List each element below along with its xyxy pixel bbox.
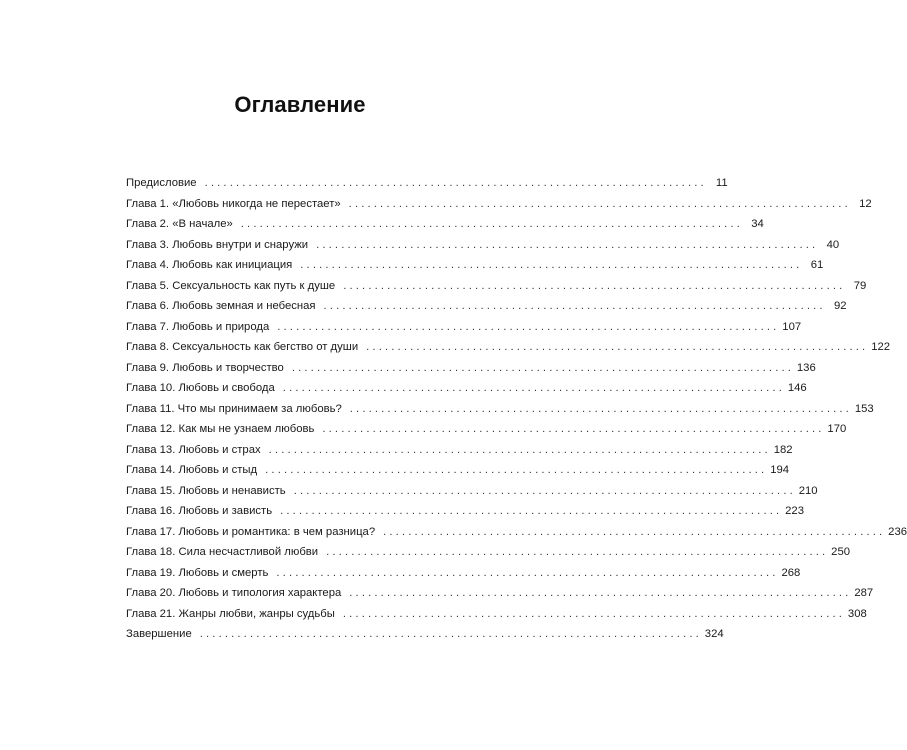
toc-entry-page: 146	[787, 382, 807, 394]
toc-entry	[126, 358, 816, 379]
toc-entry	[126, 255, 824, 276]
dot-leader: . . . . . . . . . . . . . . . . . . . . . . . . . . . . . . . . . . . . . . . . . . . . . . . . . . . . . . . . . . . . . . . . . . . . . . . . . . . . . . . .	[383, 525, 883, 538]
toc-entry-page: 250	[831, 546, 851, 558]
page-title: Оглавление	[234, 92, 366, 117]
toc-entry-page: 122	[871, 341, 891, 353]
toc-entry	[126, 317, 802, 338]
toc-entry-title: Глава 5. Сексуальность как путь к душе	[126, 279, 336, 292]
toc-entry-page: 324	[704, 628, 724, 640]
toc-entry-page: 223	[785, 505, 804, 517]
toc-entry-title: Предисловие	[126, 177, 197, 189]
toc-entry	[126, 235, 840, 256]
dot-leader: . . . . . . . . . . . . . . . . . . . . . . . . . . . . . . . . . . . . . . . . . . . . . . . . . . . . . . . . . . . . . . . . . . . . . . . . . . . . . . . .	[265, 464, 765, 476]
toc-entry	[126, 460, 790, 481]
dot-leader: . . . . . . . . . . . . . . . . . . . . . . . . . . . . . . . . . . . . . . . . . . . . . . . . . . . . . . . . . . . . . . . . . . . . . . . . . . . . . . . .	[199, 628, 699, 640]
toc-entry-title: Глава 7. Любовь и природа	[126, 320, 270, 333]
toc-entry	[126, 337, 891, 358]
toc-entry-page: 61	[810, 259, 824, 271]
toc-entry-title: Глава 9. Любовь и творчество	[126, 361, 284, 374]
toc-entry	[126, 173, 728, 194]
toc-entry-page: 194	[770, 464, 790, 476]
toc-entry-page: 268	[781, 566, 801, 579]
toc-entry-title: Глава 8. Сексуальность как бегство от души	[126, 341, 359, 353]
dot-leader: . . . . . . . . . . . . . . . . . . . . . . . . . . . . . . . . . . . . . . . . . . . . . . . . . . . . . . . . . . . . . . . . . . . . . . . . . . . . . . . .	[326, 546, 826, 558]
dot-leader: . . . . . . . . . . . . . . . . . . . . . . . . . . . . . . . . . . . . . . . . . . . . . . . . . . . . . . . . . . . . . . . . . . . . . . . . . . . . . . . .	[280, 505, 780, 517]
toc-entry	[126, 522, 907, 543]
toc-entry-title: Глава 2. «В начале»	[126, 218, 233, 230]
dot-leader: . . . . . . . . . . . . . . . . . . . . . . . . . . . . . . . . . . . . . . . . . . . . . . . . . . . . . . . . . . . . . . . . . . . . . . . . . . . . . . . .	[300, 259, 800, 271]
toc-entry-title: Глава 13. Любовь и страх	[126, 443, 261, 456]
toc-entry-title: Глава 19. Любовь и смерть	[126, 566, 269, 579]
toc-entry-title: Глава 12. Как мы не узнаем любовь	[126, 423, 315, 435]
toc-entry	[126, 563, 801, 584]
dot-leader: . . . . . . . . . . . . . . . . . . . . . . . . . . . . . . . . . . . . . . . . . . . . . . . . . . . . . . . . . . . . . . . . . . . . . . . . . . . . . . . .	[349, 402, 849, 415]
dot-leader: . . . . . . . . . . . . . . . . . . . . . . . . . . . . . . . . . . . . . . . . . . . . . . . . . . . . . . . . . . . . . . . . . . . . . . . . . . . . . . . .	[277, 320, 777, 333]
toc-entry	[126, 378, 807, 399]
toc-entry-title: Глава 20. Любовь и типология характера	[126, 587, 342, 599]
toc-entry-page: 153	[854, 402, 874, 415]
toc-entry	[126, 276, 867, 297]
dot-leader: . . . . . . . . . . . . . . . . . . . . . . . . . . . . . . . . . . . . . . . . . . . . . . . . . . . . . . . . . . . . . . . . . . . . . . . . . . . . . . . .	[291, 361, 791, 374]
toc-entry-page: 308	[847, 607, 867, 620]
dot-leader: . . . . . . . . . . . . . . . . . . . . . . . . . . . . . . . . . . . . . . . . . . . . . . . . . . . . . . . . . . . . . . . . . . . . . . . . . . . . . . . .	[343, 279, 843, 292]
table-of-contents	[126, 173, 907, 645]
toc-entry-title: Глава 6. Любовь земная и небесная	[126, 300, 316, 312]
toc-entry-title: Глава 21. Жанры любви, жанры судьбы	[126, 607, 335, 620]
toc-entry-page: 92	[833, 300, 847, 312]
toc-entry-page: 136	[796, 361, 816, 374]
toc-entry	[126, 604, 867, 625]
toc-entry-page: 40	[826, 238, 840, 251]
dot-leader: . . . . . . . . . . . . . . . . . . . . . . . . . . . . . . . . . . . . . . . . . . . . . . . . . . . . . . . . . . . . . . . . . . . . . . . . . . . . . . . .	[349, 587, 849, 599]
dot-leader: . . . . . . . . . . . . . . . . . . . . . . . . . . . . . . . . . . . . . . . . . . . . . . . . . . . . . . . . . . . . . . . . . . . . . . . . . . . . . . . .	[323, 300, 823, 312]
dot-leader: . . . . . . . . . . . . . . . . . . . . . . . . . . . . . . . . . . . . . . . . . . . . . . . . . . . . . . . . . . . . . . . . . . . . . . . . . . . . . . . .	[276, 566, 776, 579]
toc-entry	[126, 296, 847, 317]
dot-leader: . . . . . . . . . . . . . . . . . . . . . . . . . . . . . . . . . . . . . . . . . . . . . . . . . . . . . . . . . . . . . . . . . . . . . . . . . . . . . . . .	[268, 443, 768, 456]
toc-entry	[126, 501, 804, 522]
toc-entry	[126, 624, 724, 645]
toc-entry-title: Глава 1. «Любовь никогда не перестает»	[126, 197, 341, 210]
toc-entry-title: Глава 3. Любовь внутри и снаружи	[126, 238, 309, 251]
toc-entry-page: 11	[715, 177, 728, 189]
toc-entry	[126, 481, 818, 502]
toc-entry-title: Глава 17. Любовь и романтика: в чем разница?	[126, 525, 376, 538]
toc-entry	[126, 583, 874, 604]
toc-entry-page: 287	[854, 587, 874, 599]
dot-leader: . . . . . . . . . . . . . . . . . . . . . . . . . . . . . . . . . . . . . . . . . . . . . . . . . . . . . . . . . . . . . . . . . . . . . . . . . . . . . . . .	[366, 341, 866, 353]
dot-leader: . . . . . . . . . . . . . . . . . . . . . . . . . . . . . . . . . . . . . . . . . . . . . . . . . . . . . . . . . . . . . . . . . . . . . . . . . . . . . . . .	[348, 197, 848, 210]
dot-leader: . . . . . . . . . . . . . . . . . . . . . . . . . . . . . . . . . . . . . . . . . . . . . . . . . . . . . . . . . . . . . . . . . . . . . . . . . . . . . . . .	[322, 423, 822, 435]
toc-entry	[126, 399, 874, 420]
toc-entry-title: Глава 11. Что мы принимаем за любовь?	[126, 402, 342, 415]
toc-entry-page: 12	[859, 197, 872, 210]
dot-leader: . . . . . . . . . . . . . . . . . . . . . . . . . . . . . . . . . . . . . . . . . . . . . . . . . . . . . . . . . . . . . . . . . . . . . . . . . . . . . . . .	[293, 484, 793, 497]
dot-leader: . . . . . . . . . . . . . . . . . . . . . . . . . . . . . . . . . . . . . . . . . . . . . . . . . . . . . . . . . . . . . . . . . . . . . . . . . . . . . . . .	[240, 218, 740, 230]
dot-leader: . . . . . . . . . . . . . . . . . . . . . . . . . . . . . . . . . . . . . . . . . . . . . . . . . . . . . . . . . . . . . . . . . . . . . . . . . . . . . . . .	[282, 382, 782, 394]
dot-leader: . . . . . . . . . . . . . . . . . . . . . . . . . . . . . . . . . . . . . . . . . . . . . . . . . . . . . . . . . . . . . . . . . . . . . . . . . . . . . . . .	[342, 607, 842, 620]
toc-entry	[126, 194, 872, 215]
toc-entry-page: 170	[827, 423, 847, 435]
toc-entry-title: Глава 15. Любовь и ненависть	[126, 484, 286, 497]
toc-entry	[126, 542, 851, 563]
toc-entry-page: 182	[773, 443, 793, 456]
toc-entry	[126, 419, 847, 440]
toc-entry-title: Глава 10. Любовь и свобода	[126, 382, 275, 394]
toc-entry-title: Глава 14. Любовь и стыд	[126, 464, 258, 476]
dot-leader: . . . . . . . . . . . . . . . . . . . . . . . . . . . . . . . . . . . . . . . . . . . . . . . . . . . . . . . . . . . . . . . . . . . . . . . . . . . . . . . .	[204, 177, 704, 189]
toc-entry-page: 210	[798, 484, 818, 497]
toc-entry-title: Глава 18. Сила несчастливой любви	[126, 546, 319, 558]
toc-entry-title: Глава 4. Любовь как инициация	[126, 259, 293, 271]
toc-entry	[126, 214, 764, 235]
toc-entry-page: 236	[888, 525, 907, 538]
toc-entry-title: Завершение	[126, 628, 192, 640]
toc-entry-page: 34	[751, 218, 764, 230]
dot-leader: . . . . . . . . . . . . . . . . . . . . . . . . . . . . . . . . . . . . . . . . . . . . . . . . . . . . . . . . . . . . . . . . . . . . . . . . . . . . . . . .	[316, 238, 816, 251]
toc-entry-page: 107	[782, 320, 802, 333]
toc-entry	[126, 440, 793, 461]
toc-entry-title: Глава 16. Любовь и зависть	[126, 505, 273, 517]
toc-entry-page: 79	[853, 279, 867, 292]
